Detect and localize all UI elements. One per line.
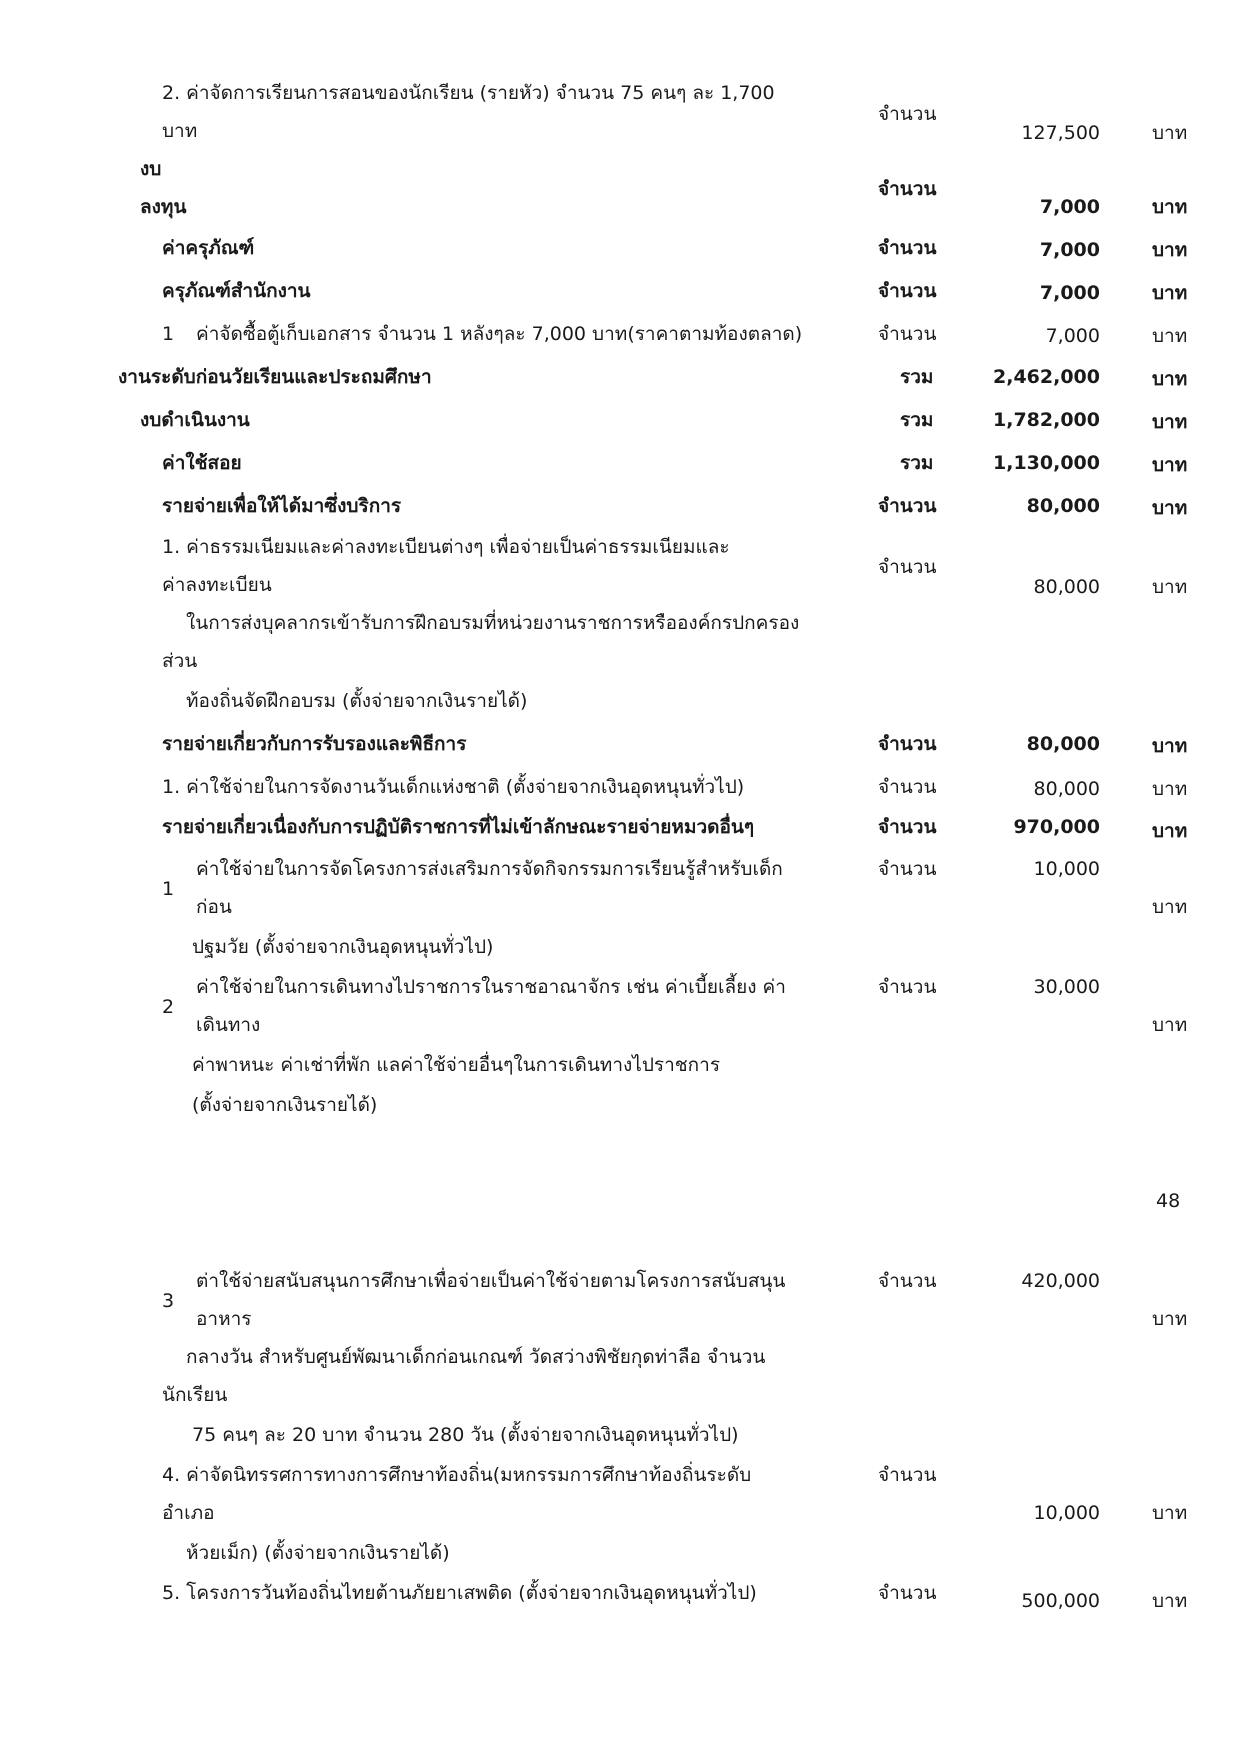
row-0-unit: บาท xyxy=(1152,122,1188,144)
row-15-line-2: กลางวัน สำหรับศูนย์พัฒนาเด็กก่อนเกณฑ์ วัดสว่างพิชัยกุดท่าลือ จำนวน xyxy=(186,1346,766,1368)
row-8-amount: 80,000 xyxy=(1026,495,1100,517)
row-1-label: จำนวน xyxy=(878,178,937,200)
row-3-label: จำนวน xyxy=(878,280,937,302)
row-2-amount: 7,000 xyxy=(1039,239,1100,261)
row-7-line-0: ค่าใช้สอย xyxy=(162,452,242,474)
row-4-unit: บาท xyxy=(1152,325,1188,347)
row-14-line-3: (ตั้งจ่ายจากเงินรายได้) xyxy=(192,1094,378,1116)
row-16-line-1: อำเภอ xyxy=(162,1502,215,1524)
row-17-unit: บาท xyxy=(1152,1590,1188,1612)
row-15-line-0: ต่าใช้จ่ายสนับสนุนการศึกษาเพื่อจ่ายเป็นค่าใช้จ่ายตามโครงการสนับสนุน xyxy=(196,1270,786,1292)
row-13-label: จำนวน xyxy=(878,858,937,880)
row-6-unit: บาท xyxy=(1152,411,1188,433)
row-11-unit: บาท xyxy=(1152,778,1188,800)
row-15-line-3: นักเรียน xyxy=(162,1384,228,1406)
row-4-line-0: ค่าจัดซื้อตู้เก็บเอกสาร จำนวน 1 หลังๆละ 7,000 บาท(ราคาตามท้องตลาด) xyxy=(196,323,803,345)
row-15-label: จำนวน xyxy=(878,1270,937,1292)
row-14-line-1: เดินทาง xyxy=(196,1014,261,1036)
row-9-line-1: ค่าลงทะเบียน xyxy=(162,574,272,596)
row-1-line-0: งบ xyxy=(140,158,162,180)
row-1-unit: บาท xyxy=(1152,196,1188,218)
row-9-line-3: ส่วน xyxy=(162,650,198,672)
row-15-amount: 420,000 xyxy=(1021,1270,1100,1292)
row-2-label: จำนวน xyxy=(878,237,937,259)
row-1-amount: 7,000 xyxy=(1039,196,1100,218)
row-7-label: รวม xyxy=(900,452,934,474)
row-11-label: จำนวน xyxy=(878,776,937,798)
row-15-line-1: อาหาร xyxy=(196,1308,252,1330)
row-2-line-0: ค่าครุภัณฑ์ xyxy=(162,237,255,259)
row-5-label: รวม xyxy=(900,366,934,388)
row-13-line-1: ก่อน xyxy=(196,896,232,918)
row-13-unit: บาท xyxy=(1152,896,1188,918)
row-7-unit: บาท xyxy=(1152,454,1188,476)
row-11-amount: 80,000 xyxy=(1033,778,1100,800)
row-14-line-2: ค่าพาหนะ ค่าเช่าที่พัก แลค่าใช้จ่ายอื่นๆในการเดินทางไปราชการ xyxy=(192,1054,721,1076)
row-2-unit: บาท xyxy=(1152,239,1188,261)
row-12-line-0: รายจ่ายเกี่ยวเนื่องกับการปฏิบัติราชการที่ไม่เข้าลักษณะรายจ่ายหมวดอื่นๆ xyxy=(162,816,755,838)
row-5-unit: บาท xyxy=(1152,368,1188,390)
row-10-label: จำนวน xyxy=(878,733,937,755)
row-11-line-0: 1. ค่าใช้จ่ายในการจัดงานวันเด็กแห่งชาติ (ตั้งจ่ายจากเงินอุดหนุนทั่วไป) xyxy=(162,776,745,798)
row-15-line-4: 75 คนๆ ละ 20 บาท จำนวน 280 วัน (ตั้งจ่ายจากเงินอุดหนุนทั่วไป) xyxy=(192,1424,739,1446)
row-0-amount: 127,500 xyxy=(1021,122,1100,144)
row-3-unit: บาท xyxy=(1152,282,1188,304)
row-9-label: จำนวน xyxy=(878,556,937,578)
row-13-amount: 10,000 xyxy=(1033,858,1100,880)
row-14-num: 2 xyxy=(162,996,175,1018)
row-8-line-0: รายจ่ายเพื่อให้ได้มาซึ่งบริการ xyxy=(162,495,402,517)
row-1-line-1: ลงทุน xyxy=(140,196,187,218)
row-10-line-0: รายจ่ายเกี่ยวกับการรับรองและพิธีการ xyxy=(162,733,467,755)
row-7-amount: 1,130,000 xyxy=(993,452,1100,474)
row-16-unit: บาท xyxy=(1152,1502,1188,1524)
row-4-num: 1 xyxy=(162,323,175,345)
row-9-amount: 80,000 xyxy=(1033,576,1100,598)
row-9-unit: บาท xyxy=(1152,576,1188,598)
page-number: 48 xyxy=(1156,1190,1181,1212)
row-4-amount: 7,000 xyxy=(1045,325,1100,347)
row-13-line-0: ค่าใช้จ่ายในการจัดโครงการส่งเสริมการจัดกิจกรรมการเรียนรู้สำหรับเด็ก xyxy=(196,858,783,880)
row-6-label: รวม xyxy=(900,409,934,431)
row-9-line-0: 1. ค่าธรรมเนียมและค่าลงทะเบียนต่างๆ เพื่อจ่ายเป็นค่าธรรมเนียมและ xyxy=(162,536,730,558)
row-0-line-1: บาท xyxy=(162,120,198,142)
row-8-label: จำนวน xyxy=(878,495,937,517)
row-14-amount: 30,000 xyxy=(1033,976,1100,998)
row-16-label: จำนวน xyxy=(878,1464,937,1486)
row-17-amount: 500,000 xyxy=(1021,1590,1100,1612)
row-12-amount: 970,000 xyxy=(1013,816,1100,838)
row-16-amount: 10,000 xyxy=(1033,1502,1100,1524)
row-14-unit: บาท xyxy=(1152,1014,1188,1036)
row-17-label: จำนวน xyxy=(878,1582,937,1604)
row-4-label: จำนวน xyxy=(878,323,937,345)
row-0-line-0: 2. ค่าจัดการเรียนการสอนของนักเรียน (รายหัว) จำนวน 75 คนๆ ละ 1,700 xyxy=(162,82,775,104)
row-14-line-0: ค่าใช้จ่ายในการเดินทางไปราชการในราชอาณาจักร เช่น ค่าเบี้ยเลี้ยง ค่า xyxy=(196,976,786,998)
row-15-unit: บาท xyxy=(1152,1308,1188,1330)
row-3-line-0: ครุภัณฑ์สำนักงาน xyxy=(162,280,311,302)
row-6-line-0: งบดำเนินงาน xyxy=(140,409,250,431)
row-12-label: จำนวน xyxy=(878,816,937,838)
row-3-amount: 7,000 xyxy=(1039,282,1100,304)
row-9-line-2: ในการส่งบุคลากรเข้ารับการฝึกอบรมที่หน่วยงานราชการหรือองค์กรปกครอง xyxy=(186,612,800,634)
row-17-line-0: 5. โครงการวันท้องถิ่นไทยต้านภัยยาเสพติด (ตั้งจ่ายจากเงินอุดหนุนทั่วไป) xyxy=(162,1582,757,1604)
row-15-num: 3 xyxy=(162,1290,175,1312)
row-14-label: จำนวน xyxy=(878,976,937,998)
row-5-line-0: งานระดับก่อนวัยเรียนและประถมศึกษา xyxy=(118,366,432,388)
row-6-amount: 1,782,000 xyxy=(993,409,1100,431)
row-16-line-2: ห้วยเม็ก) (ตั้งจ่ายจากเงินรายได้) xyxy=(186,1542,450,1564)
row-5-amount: 2,462,000 xyxy=(993,366,1100,388)
row-0-label: จำนวน xyxy=(878,103,937,125)
row-10-amount: 80,000 xyxy=(1026,733,1100,755)
row-9-line-4: ท้องถิ่นจัดฝึกอบรม (ตั้งจ่ายจากเงินรายได้) xyxy=(186,690,528,712)
row-13-line-2: ปฐมวัย (ตั้งจ่ายจากเงินอุดหนุนทั่วไป) xyxy=(192,936,494,958)
row-13-num: 1 xyxy=(162,878,175,900)
row-12-unit: บาท xyxy=(1152,820,1188,842)
row-8-unit: บาท xyxy=(1152,497,1188,519)
row-16-line-0: 4. ค่าจัดนิทรรศการทางการศึกษาท้องถิ่น(มหกรรมการศึกษาท้องถิ่นระดับ xyxy=(162,1464,752,1486)
row-10-unit: บาท xyxy=(1152,735,1188,757)
